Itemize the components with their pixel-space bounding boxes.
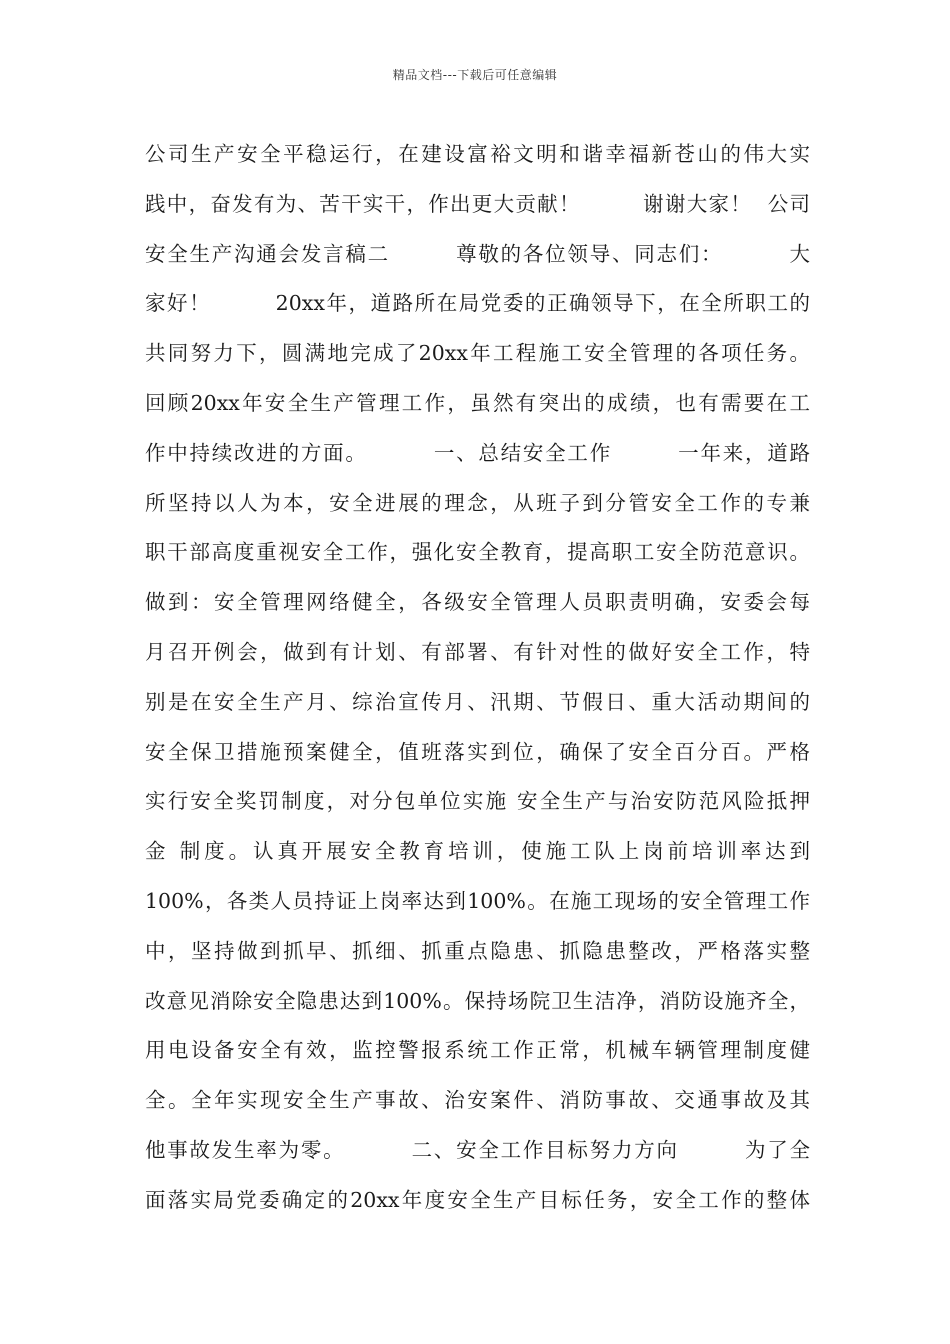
text-line: 改意见消除安全隐患达到100%。保持场院卫生洁净，消防设施齐全， — [145, 988, 810, 1013]
document-body — [145, 130, 810, 1226]
text-line: 面落实局党委确定的20xx年度安全生产目标任务，安全工作的整体 — [145, 1187, 810, 1212]
text-line: 实行安全奖罚制度，对分包单位实施 安全生产与治安防范风险抵押 — [145, 789, 810, 814]
text-line: 所坚持以人为本，安全进展的理念，从班子到分管安全工作的专兼 — [145, 490, 810, 515]
text-line: 家好！ 20xx年，道路所在局党委的正确领导下，在全所职工的 — [145, 291, 810, 316]
text-line: 月召开例会，做到有计划、有部署、有针对性的做好安全工作，特 — [145, 639, 810, 664]
text-line: 全。全年实现安全生产事故、治安案件、消防事故、交通事故及其 — [145, 1088, 810, 1113]
page-header: 精品文档---下载后可任意编辑 — [392, 68, 558, 82]
text-line: 践中，奋发有为、苦干实干，作出更大贡献！ 谢谢大家！ 公司 — [145, 191, 810, 216]
text-line: 做到：安全管理网络健全，各级安全管理人员职责明确，安委会每 — [145, 590, 810, 615]
text-line: 回顾20xx年安全生产管理工作，虽然有突出的成绩，也有需要在工 — [145, 390, 810, 415]
text-line: 金 制度。认真开展安全教育培训，使施工队上岗前培训率达到 — [145, 839, 810, 864]
text-line: 别是在安全生产月、综治宣传月、汛期、节假日、重大活动期间的 — [145, 689, 810, 714]
text-line: 安全保卫措施预案健全，值班落实到位，确保了安全百分百。严格 — [145, 739, 810, 764]
text-line: 用电设备安全有效，监控警报系统工作正常，机械车辆管理制度健 — [145, 1038, 810, 1063]
text-line: 职干部高度重视安全工作，强化安全教育，提高职工安全防范意识。 — [145, 540, 810, 565]
text-line: 共同努力下，圆满地完成了20xx年工程施工安全管理的各项任务。 — [145, 341, 810, 366]
text-line: 中，坚持做到抓早、抓细、抓重点隐患、抓隐患整改，严格落实整 — [145, 938, 810, 963]
text-line: 公司生产安全平稳运行，在建设富裕文明和谐幸福新苍山的伟大实 — [145, 142, 810, 166]
text-line: 作中持续改进的方面。 一、总结安全工作 一年来，道路 — [145, 440, 810, 465]
text-line: 他事故发生率为零。 二、安全工作目标努力方向 为了全 — [145, 1137, 810, 1162]
text-line: 安全生产沟通会发言稿二 尊敬的各位领导、同志们： 大 — [145, 241, 810, 266]
text-line: 100%，各类人员持证上岗率达到100%。在施工现场的安全管理工作 — [145, 888, 810, 913]
